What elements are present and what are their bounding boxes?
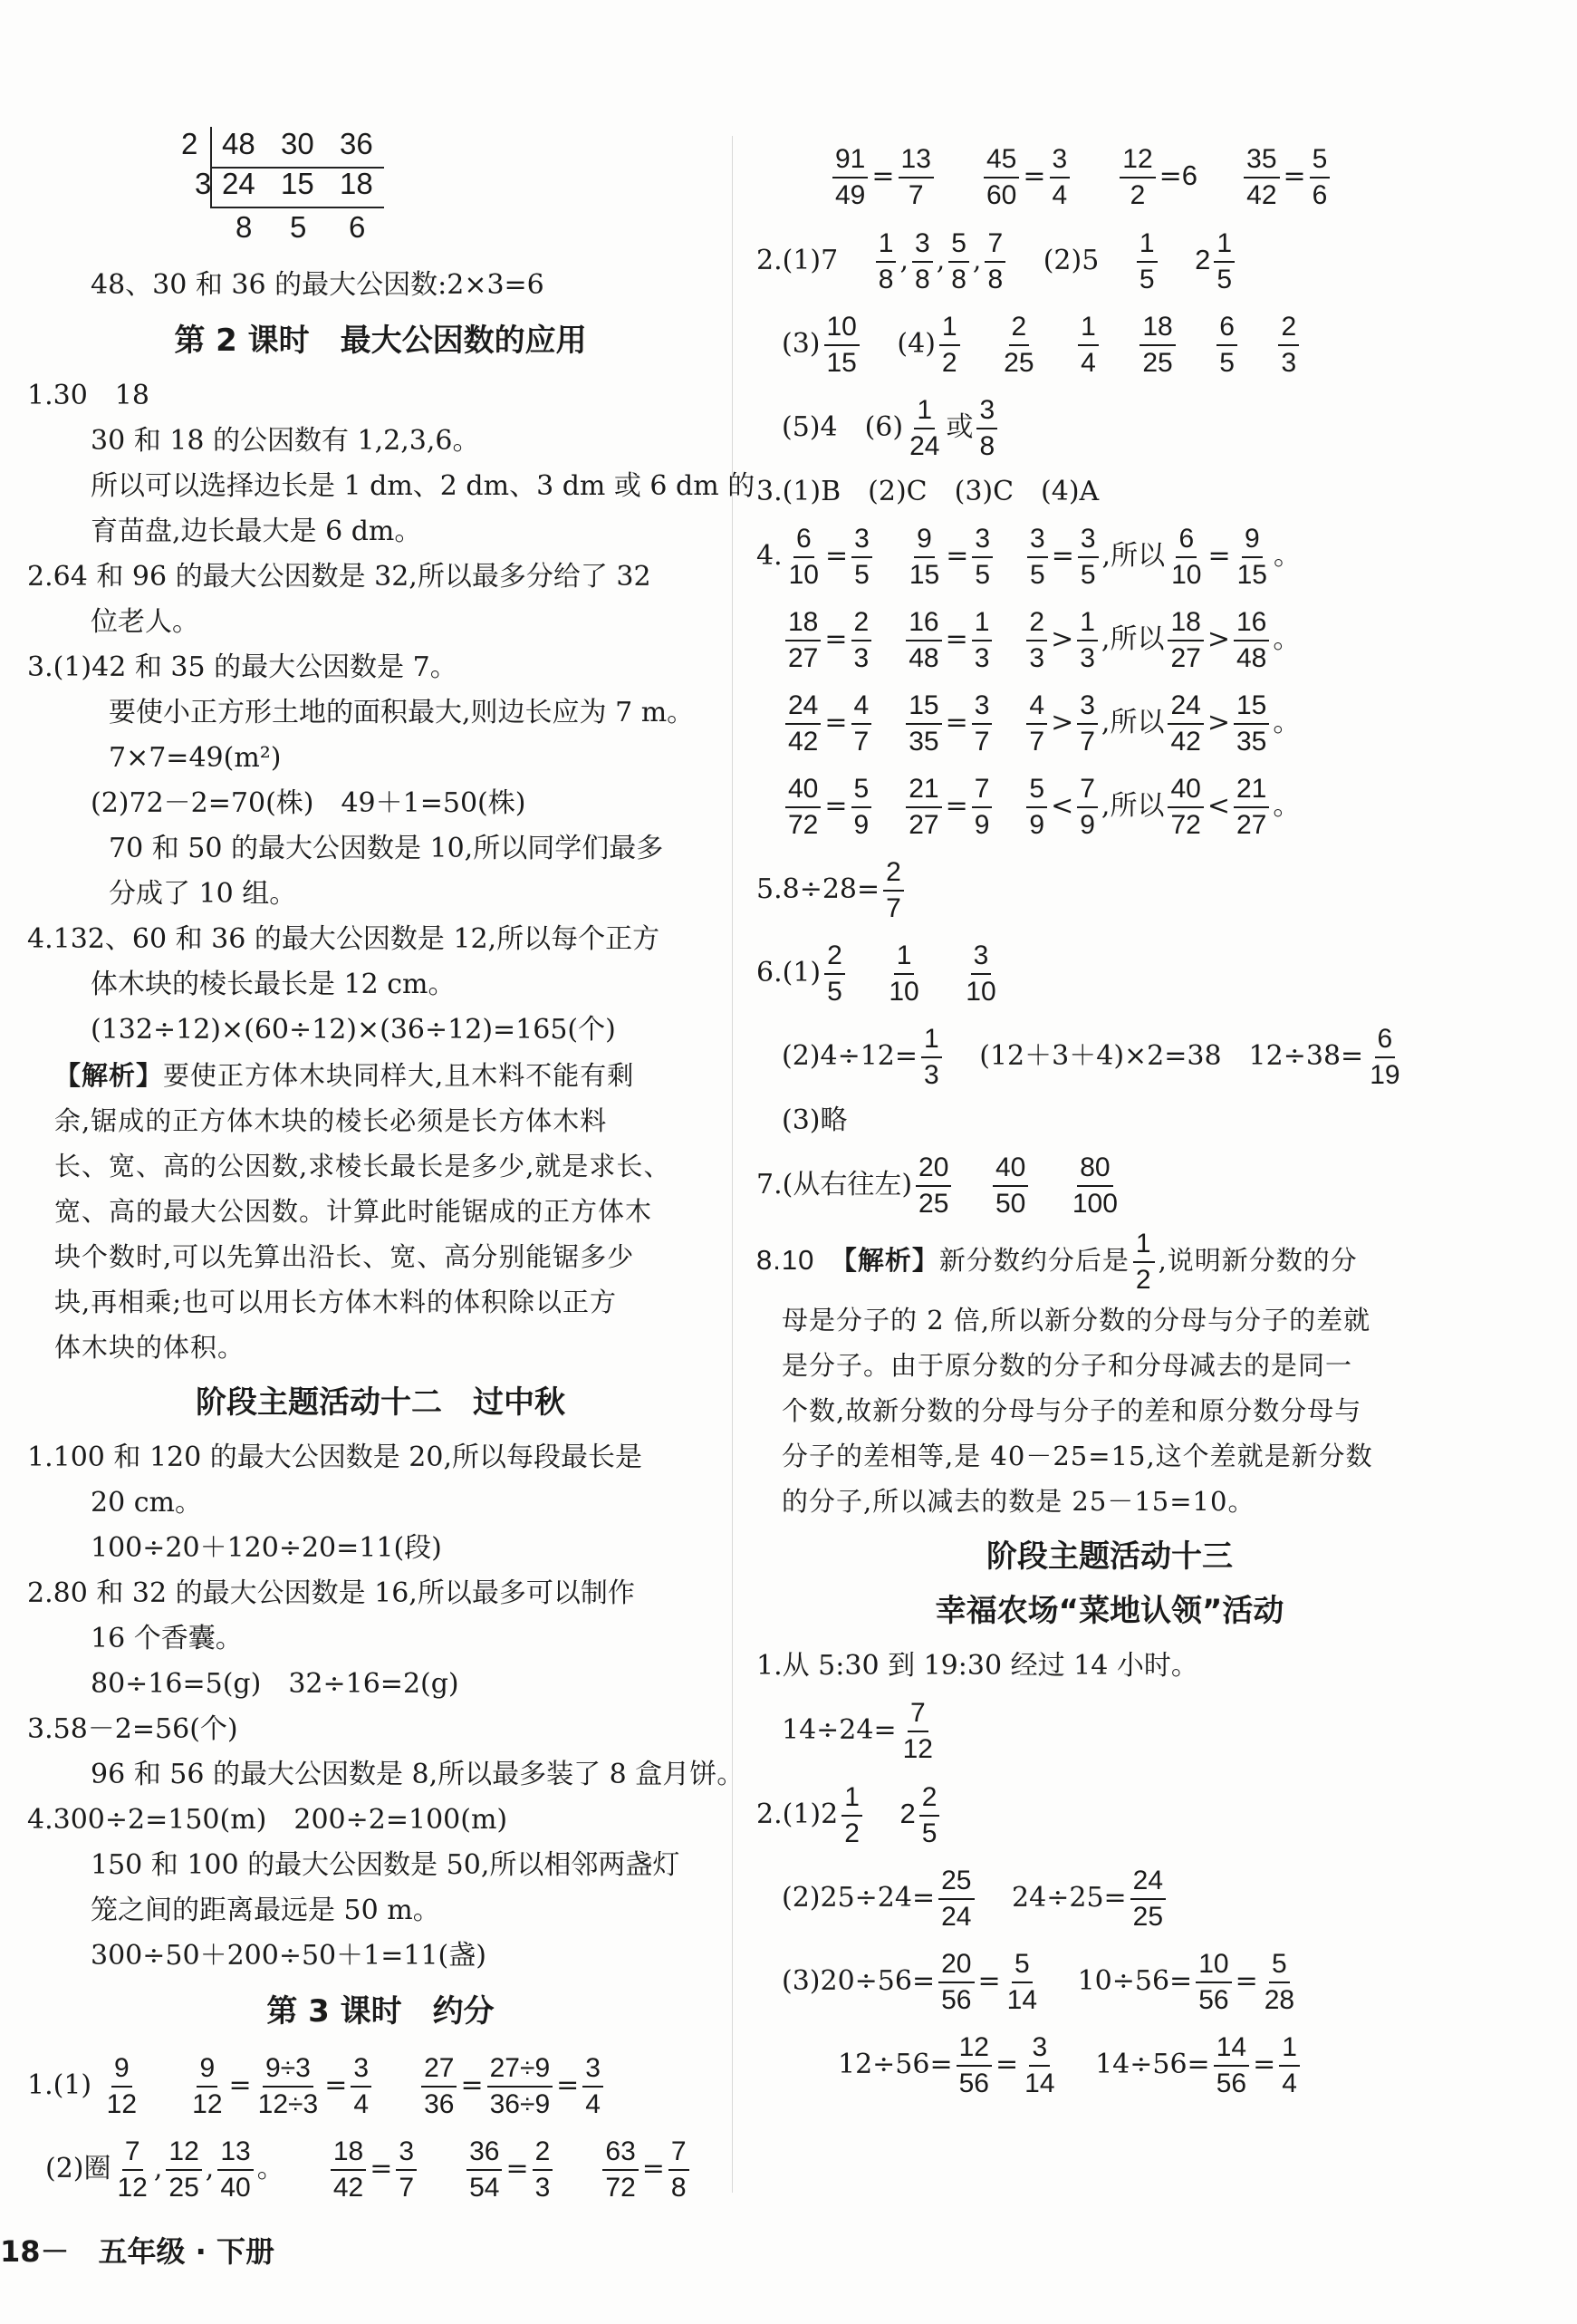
fraction: $\frac{3}{5}$ xyxy=(851,522,872,593)
fraction: $\frac{12}{2}$ xyxy=(1120,142,1155,213)
fraction: $\frac{1}{10}$ xyxy=(889,940,919,1007)
activity-4-line: 笼之间的距离最远是 50 m。 xyxy=(91,1895,440,1926)
answer-8-analysis: 母是分子的 2 倍,所以新分数的分母与分子的差就 是分子。由于原分数的分子和分母减去的是同一 个数,故新分数的分母与分子的差和原分数分母与 分子的差相等,是 40－25=15,这个差就是新分数 的分子,所以减去的数是 25－15=10。 xyxy=(782,1305,1373,1517)
fraction: $\frac{2}{25}$ xyxy=(1004,312,1034,378)
fraction: $\frac{18}{25}$ xyxy=(1139,310,1175,381)
answer-6-3: (3)略 xyxy=(782,1104,848,1136)
farm-answer-2-4: 12÷56= $\frac{12}{56}$ = $\frac{3}{14}$ 14÷56= $\frac{14}{56}$ = $\frac{1}{4}$ xyxy=(756,2023,1463,2107)
fraction: $\frac{3}{5}$ xyxy=(1027,522,1048,593)
fraction: $\frac{7}{12}$ xyxy=(117,2136,148,2203)
answer-8-first-line: 8.10 【解析】新分数约分后是 $\frac{1}{2}$ ,说明新分数的分 xyxy=(756,1227,1463,1297)
activity-2-line: 16 个香囊。 xyxy=(91,1623,243,1654)
fraction: $\frac{2}{5}$ xyxy=(919,1780,940,1851)
fraction: $\frac{24}{42}$ xyxy=(785,689,821,759)
fraction: $\frac{3}{7}$ xyxy=(396,2135,417,2205)
fraction: $\frac{1}{4}$ xyxy=(1279,2030,1300,2101)
activity-2-line: 2.80 和 32 的最大公因数是 16,所以最多可以制作 xyxy=(27,1577,635,1609)
answer-3-choices: 3.(1)B (2)C (3)C (4)A xyxy=(756,476,1100,507)
fraction: $\frac{1}{24}$ xyxy=(909,395,940,461)
fraction: $\frac{21}{27}$ xyxy=(1234,772,1269,843)
activity-3-line: 96 和 56 的最大公因数是 8,所以最多装了 8 盒月饼。 xyxy=(91,1759,745,1790)
fraction: $\frac{40}{72}$ xyxy=(1168,772,1203,843)
fraction: $\frac{27}{36}$ xyxy=(421,2051,457,2122)
fraction: $\frac{7}{12}$ xyxy=(902,1698,933,1764)
answer-3-line: 要使小正方形土地的面积最大,则边长应为 7 m。 xyxy=(109,697,695,728)
activity-1-line: 1.100 和 120 的最大公因数是 20,所以每段最长是 xyxy=(27,1442,642,1473)
fraction: $\frac{1}{3}$ xyxy=(1077,605,1098,676)
fraction: $\frac{3}{8}$ xyxy=(976,393,997,464)
fraction: $\frac{40}{50}$ xyxy=(993,1151,1028,1221)
farm-answer-2-3: (3)20÷56= $\frac{20}{56}$ = $\frac{5}{14}$ 10÷56= $\frac{10}{56}$ = $\frac{5}{28}$ xyxy=(756,1940,1463,2023)
fraction: $\frac{6}{5}$ xyxy=(1216,310,1237,381)
answer-4-comparisons xyxy=(756,515,1463,848)
fraction: $\frac{91}{49}$ xyxy=(832,142,868,213)
fraction: $\frac{16}{48}$ xyxy=(1234,605,1269,676)
fraction: $\frac{12}{25}$ xyxy=(166,2135,201,2205)
answer-1-line: 育苗盘,边长最大是 6 dm。 xyxy=(91,516,422,547)
farm-answer-2-1: 2.(1)2 $\frac{1}{2}$ 2 $\frac{2}{5}$ xyxy=(756,1772,1463,1856)
fraction: $\frac{2}{3}$ xyxy=(533,2135,553,2205)
fraction: $\frac{9}{15}$ xyxy=(909,524,940,590)
heading-activity-13-sub: 幸福农场“菜地认领”活动 xyxy=(935,1593,1284,1629)
fraction: $\frac{6}{19}$ xyxy=(1370,1024,1400,1090)
fraction: $\frac{1}{8}$ xyxy=(876,227,897,297)
fraction: $\frac{7}{8}$ xyxy=(985,227,1005,297)
fraction: $\frac{16}{48}$ xyxy=(906,605,941,676)
answer-2-fractions: 2.(1)7 $\frac{1}{8}$ , $\frac{3}{8}$ , $\frac{5}{8}$ , $\frac{7}{8}$ (2)5 $\frac{1}{5}$ 2 $\frac{1}{5}$ xyxy=(756,218,1463,303)
answer-2-line: 2.64 和 96 的最大公因数是 32,所以最多分给了 32 xyxy=(27,561,651,593)
comparison-row: $\frac{40}{72}$ = $\frac{5}{9}$ $\frac{21}{27}$ = $\frac{7}{9}$ $\frac{5}{9}$ < $\frac{7}{9}$ ,所以 $\frac{40}{72}$ < $\frac{21}{27}$ 。 xyxy=(756,765,1463,848)
answer-1-line: 1.30 18 xyxy=(27,380,149,411)
fraction: $\frac{10}{56}$ xyxy=(1196,1947,1231,2018)
fraction: $\frac{3}{4}$ xyxy=(582,2051,603,2122)
activity-2-line: 80÷16=5(g) 32÷16=2(g) xyxy=(91,1668,459,1700)
fraction: $\frac{36}{54}$ xyxy=(466,2135,502,2205)
comparison-row: $\frac{24}{42}$ = $\frac{4}{7}$ $\frac{15}{35}$ = $\frac{3}{7}$ $\frac{4}{7}$ > $\frac{3}{7}$ ,所以 $\frac{24}{42}$ > $\frac{15}{35}$ 。 xyxy=(756,681,1463,765)
fraction: $\frac{6}{10}$ xyxy=(1171,524,1202,590)
right-column xyxy=(756,134,1463,2107)
fraction: $\frac{2}{7}$ xyxy=(883,855,904,926)
answer-3-line: 7×7=49(m²) xyxy=(109,742,282,774)
activity-1-line: 100÷20＋120÷20=11(段) xyxy=(91,1532,442,1564)
fraction: $\frac{1}{3}$ xyxy=(921,1022,942,1093)
division-table: 2 48 30 36 3 24 15 18 8 5 6 xyxy=(181,127,734,263)
fraction: $\frac{5}{9}$ xyxy=(1026,772,1047,843)
answer-1-line: 30 和 18 的公因数有 1,2,3,6。 xyxy=(91,425,480,457)
fraction: $\frac{12}{56}$ xyxy=(957,2030,992,2101)
fraction: $\frac{40}{72}$ xyxy=(785,772,821,843)
fraction: $\frac{1}{5}$ xyxy=(1137,227,1158,297)
farm-answer-1: 1.从 5:30 到 19:30 经过 14 小时。 xyxy=(756,1650,1198,1682)
fraction: $\frac{3}{7}$ xyxy=(972,689,993,759)
fraction: $\frac{5}{28}$ xyxy=(1264,1949,1295,2015)
answer-3-line: 70 和 50 的最大公因数是 10,所以同学们最多 xyxy=(109,833,664,864)
fraction: $\frac{9}{15}$ xyxy=(1236,524,1267,590)
fraction: $\frac{20}{56}$ xyxy=(938,1947,974,2018)
comparison-row: $\frac{18}{27}$ = $\frac{2}{3}$ $\frac{16}{48}$ = $\frac{1}{3}$ $\frac{2}{3}$ > $\frac{1}{3}$ ,所以 $\frac{18}{27}$ > $\frac{16}{48}$ 。 xyxy=(756,598,1463,681)
fraction: $\frac{80}{100}$ xyxy=(1072,1152,1118,1219)
heading-lesson-3: 第 3 课时 约分 xyxy=(266,1993,495,2030)
left-column xyxy=(27,127,755,2211)
fraction: $\frac{3}{8}$ xyxy=(912,227,933,297)
fraction: $\frac{13}{7}$ xyxy=(899,142,934,213)
fraction: $\frac{24}{25}$ xyxy=(1130,1864,1166,1934)
activity-4-line: 150 和 100 的最大公因数是 50,所以相邻两盏灯 xyxy=(91,1849,680,1881)
fraction: $\frac{5}{9}$ xyxy=(851,772,872,843)
fraction: $\frac{2}{5}$ xyxy=(824,939,845,1009)
reduce-line-3: $\frac{91}{49}$ = $\frac{13}{7}$ $\frac{45}{60}$ = $\frac{3}{4}$ $\frac{12}{2}$ =6 $\frac{35}{42}$ = $\frac{5}{6}$ xyxy=(756,134,1463,218)
answer-3-line: (2)72－2=70(株) 49＋1=50(株) xyxy=(91,787,526,819)
fraction: $\frac{3}{7}$ xyxy=(1077,689,1098,759)
fraction: $\frac{5}{8}$ xyxy=(948,227,969,297)
fraction: $\frac{1}{2}$ xyxy=(841,1780,862,1851)
fraction: $\frac{9}{12}$ xyxy=(106,2053,138,2119)
fraction: $\frac{35}{42}$ xyxy=(1244,142,1279,213)
fraction: $\frac{9\div 3}{12\div 3}$ xyxy=(257,2053,319,2119)
fraction: $\frac{7}{8}$ xyxy=(668,2135,689,2205)
fraction: $\frac{1}{2}$ xyxy=(939,310,960,381)
answer-3-line: 分成了 10 组。 xyxy=(109,878,297,910)
gcf-line: 48、30 和 36 的最大公因数:2×3=6 xyxy=(91,269,544,301)
fraction: $\frac{45}{60}$ xyxy=(984,142,1019,213)
answer-2-fractions: (3) $\frac{10}{15}$ (4) $\frac{1}{2}$ $\frac{2}{25}$ $\frac{1}{4}$ $\frac{18}{25}$ $\frac{6}{5}$ $\frac{2}{3}$ xyxy=(756,303,1463,386)
fraction: $\frac{21}{27}$ xyxy=(906,772,941,843)
activity-4-line: 4.300÷2=150(m) 200÷2=100(m) xyxy=(27,1804,508,1836)
fraction: $\frac{15}{35}$ xyxy=(906,689,941,759)
answer-4-line: (132÷12)×(60÷12)×(36÷12)=165(个) xyxy=(91,1014,616,1046)
answer-4-line: 体木块的棱长最长是 12 cm。 xyxy=(91,969,456,1000)
reduce-line-2: (2)圈 $\frac{7}{12}$ , $\frac{12}{25}$ , $\frac{13}{40}$ 。 $\frac{18}{42}$ = $\frac{3}{7}$ $\frac{36}{54}$ = $\frac{2}{3}$ $\frac{63}{72}$ = $\frac{7}{8}$ xyxy=(27,2127,734,2211)
fraction: $\frac{2}{3}$ xyxy=(1026,605,1047,676)
answer-6-1: 6.(1) $\frac{2}{5}$ $\frac{1}{10}$ $\frac{3}{10}$ xyxy=(756,931,1463,1015)
reduce-line-1: 1.(1) $\frac{9}{12}$ $\frac{9}{12}$ = $\frac{9\div 3}{12\div 3}$ = $\frac{3}{4}$ $\frac{27}{36}$ = $\frac{27\div 9}{36\div 9}$ = $\frac{3}{4}$ xyxy=(27,2044,734,2127)
fraction: $\frac{27\div 9}{36\div 9}$ xyxy=(487,2051,553,2122)
fraction: $\frac{63}{72}$ xyxy=(602,2135,638,2205)
fraction: $\frac{1}{5}$ xyxy=(1214,227,1235,297)
activity-4-line: 300÷50＋200÷50＋1=11(盏) xyxy=(91,1940,486,1972)
fraction: $\frac{3}{10}$ xyxy=(966,940,996,1007)
fraction: $\frac{14}{56}$ xyxy=(1214,2030,1249,2101)
fraction: $\frac{20}{25}$ xyxy=(916,1151,951,1221)
fraction: $\frac{18}{42}$ xyxy=(331,2135,366,2205)
heading-activity-13: 阶段主题活动十三 xyxy=(986,1538,1233,1575)
fraction: $\frac{7}{9}$ xyxy=(972,772,993,843)
answer-7: 7.(从右往左) $\frac{20}{25}$ $\frac{40}{50}$ $\frac{80}{100}$ xyxy=(756,1143,1463,1227)
comparison-row: 4. $\frac{6}{10}$ = $\frac{3}{5}$ $\frac{9}{15}$ = $\frac{3}{5}$ $\frac{3}{5}$ = $\frac{3}{5}$ ,所以 $\frac{6}{10}$ = $\frac{9}{15}$ 。 xyxy=(756,515,1463,598)
answer-2-line: 位老人。 xyxy=(91,606,199,638)
fraction: $\frac{6}{10}$ xyxy=(788,524,819,590)
fraction: $\frac{2}{3}$ xyxy=(851,605,872,676)
fraction: $\frac{25}{24}$ xyxy=(938,1864,974,1934)
answer-5: 5.8÷28= $\frac{2}{7}$ xyxy=(756,848,1463,931)
fraction: $\frac{18}{27}$ xyxy=(785,605,821,676)
fraction: $\frac{9}{12}$ xyxy=(192,2053,223,2119)
activity-1-line: 20 cm。 xyxy=(91,1487,202,1519)
heading-lesson-2: 第 2 课时 最大公因数的应用 xyxy=(174,323,587,359)
answer-3-line: 3.(1)42 和 35 的最大公因数是 7。 xyxy=(27,651,457,683)
fraction: $\frac{3}{5}$ xyxy=(1078,522,1099,593)
fraction: $\frac{3}{14}$ xyxy=(1024,2032,1055,2098)
answer-4-line: 4.132、60 和 36 的最大公因数是 12,所以每个正方 xyxy=(27,923,660,955)
fraction: $\frac{3}{4}$ xyxy=(1050,142,1071,213)
answer-2-fractions: (5)4 (6) $\frac{1}{24}$ 或 $\frac{3}{8}$ xyxy=(756,386,1463,469)
fraction: $\frac{10}{15}$ xyxy=(824,310,860,381)
fraction: $\frac{4}{7}$ xyxy=(1026,689,1047,759)
analysis-block: 【解析】要使正方体木块同样大,且木料不能有剩 余,锯成的正方体木块的棱长必须是长方体木料 长、宽、高的公因数,求棱长最长是多少,就是求长、 宽、高的最大公因数。计算此时能锯成的正方体木 块个数时,可以先算出沿长、宽、高分别能锯多少 块,再相乘;也可以用长方体木料的体积除以正方 体木块的体积。 xyxy=(54,1060,671,1363)
farm-answer-1-calc: 14÷24= $\frac{7}{12}$ xyxy=(756,1689,1463,1772)
fraction: $\frac{3}{5}$ xyxy=(972,522,993,593)
fraction: $\frac{3}{4}$ xyxy=(351,2051,371,2122)
fraction: $\frac{1}{2}$ xyxy=(1133,1227,1155,1297)
answer-6-2: (2)4÷12= $\frac{1}{3}$ (12＋3＋4)×2=38 12÷38= $\frac{6}{19}$ xyxy=(756,1015,1463,1098)
fraction: $\frac{24}{42}$ xyxy=(1168,689,1203,759)
fraction: $\frac{4}{7}$ xyxy=(851,689,872,759)
fraction: $\frac{15}{35}$ xyxy=(1234,689,1269,759)
fraction: $\frac{1}{3}$ xyxy=(972,605,993,676)
fraction: $\frac{2}{3}$ xyxy=(1278,310,1299,381)
page-footer: 18－ 五年级 · 下册 xyxy=(0,2234,274,2269)
fraction: $\frac{5}{6}$ xyxy=(1310,142,1331,213)
answer-1-line: 所以可以选择边长是 1 dm、2 dm、3 dm 或 6 dm 的 xyxy=(91,470,755,502)
activity-3-line: 3.58－2=56(个) xyxy=(27,1713,238,1745)
farm-answer-2-2: (2)25÷24= $\frac{25}{24}$ 24÷25= $\frac{24}{25}$ xyxy=(756,1856,1463,1940)
heading-activity-12: 阶段主题活动十二 过中秋 xyxy=(196,1384,565,1421)
fraction: $\frac{13}{40}$ xyxy=(217,2135,253,2205)
fraction: $\frac{18}{27}$ xyxy=(1168,605,1203,676)
fraction: $\frac{7}{9}$ xyxy=(1077,772,1098,843)
fraction: $\frac{1}{4}$ xyxy=(1078,310,1099,381)
fraction: $\frac{5}{14}$ xyxy=(1006,1949,1038,2015)
